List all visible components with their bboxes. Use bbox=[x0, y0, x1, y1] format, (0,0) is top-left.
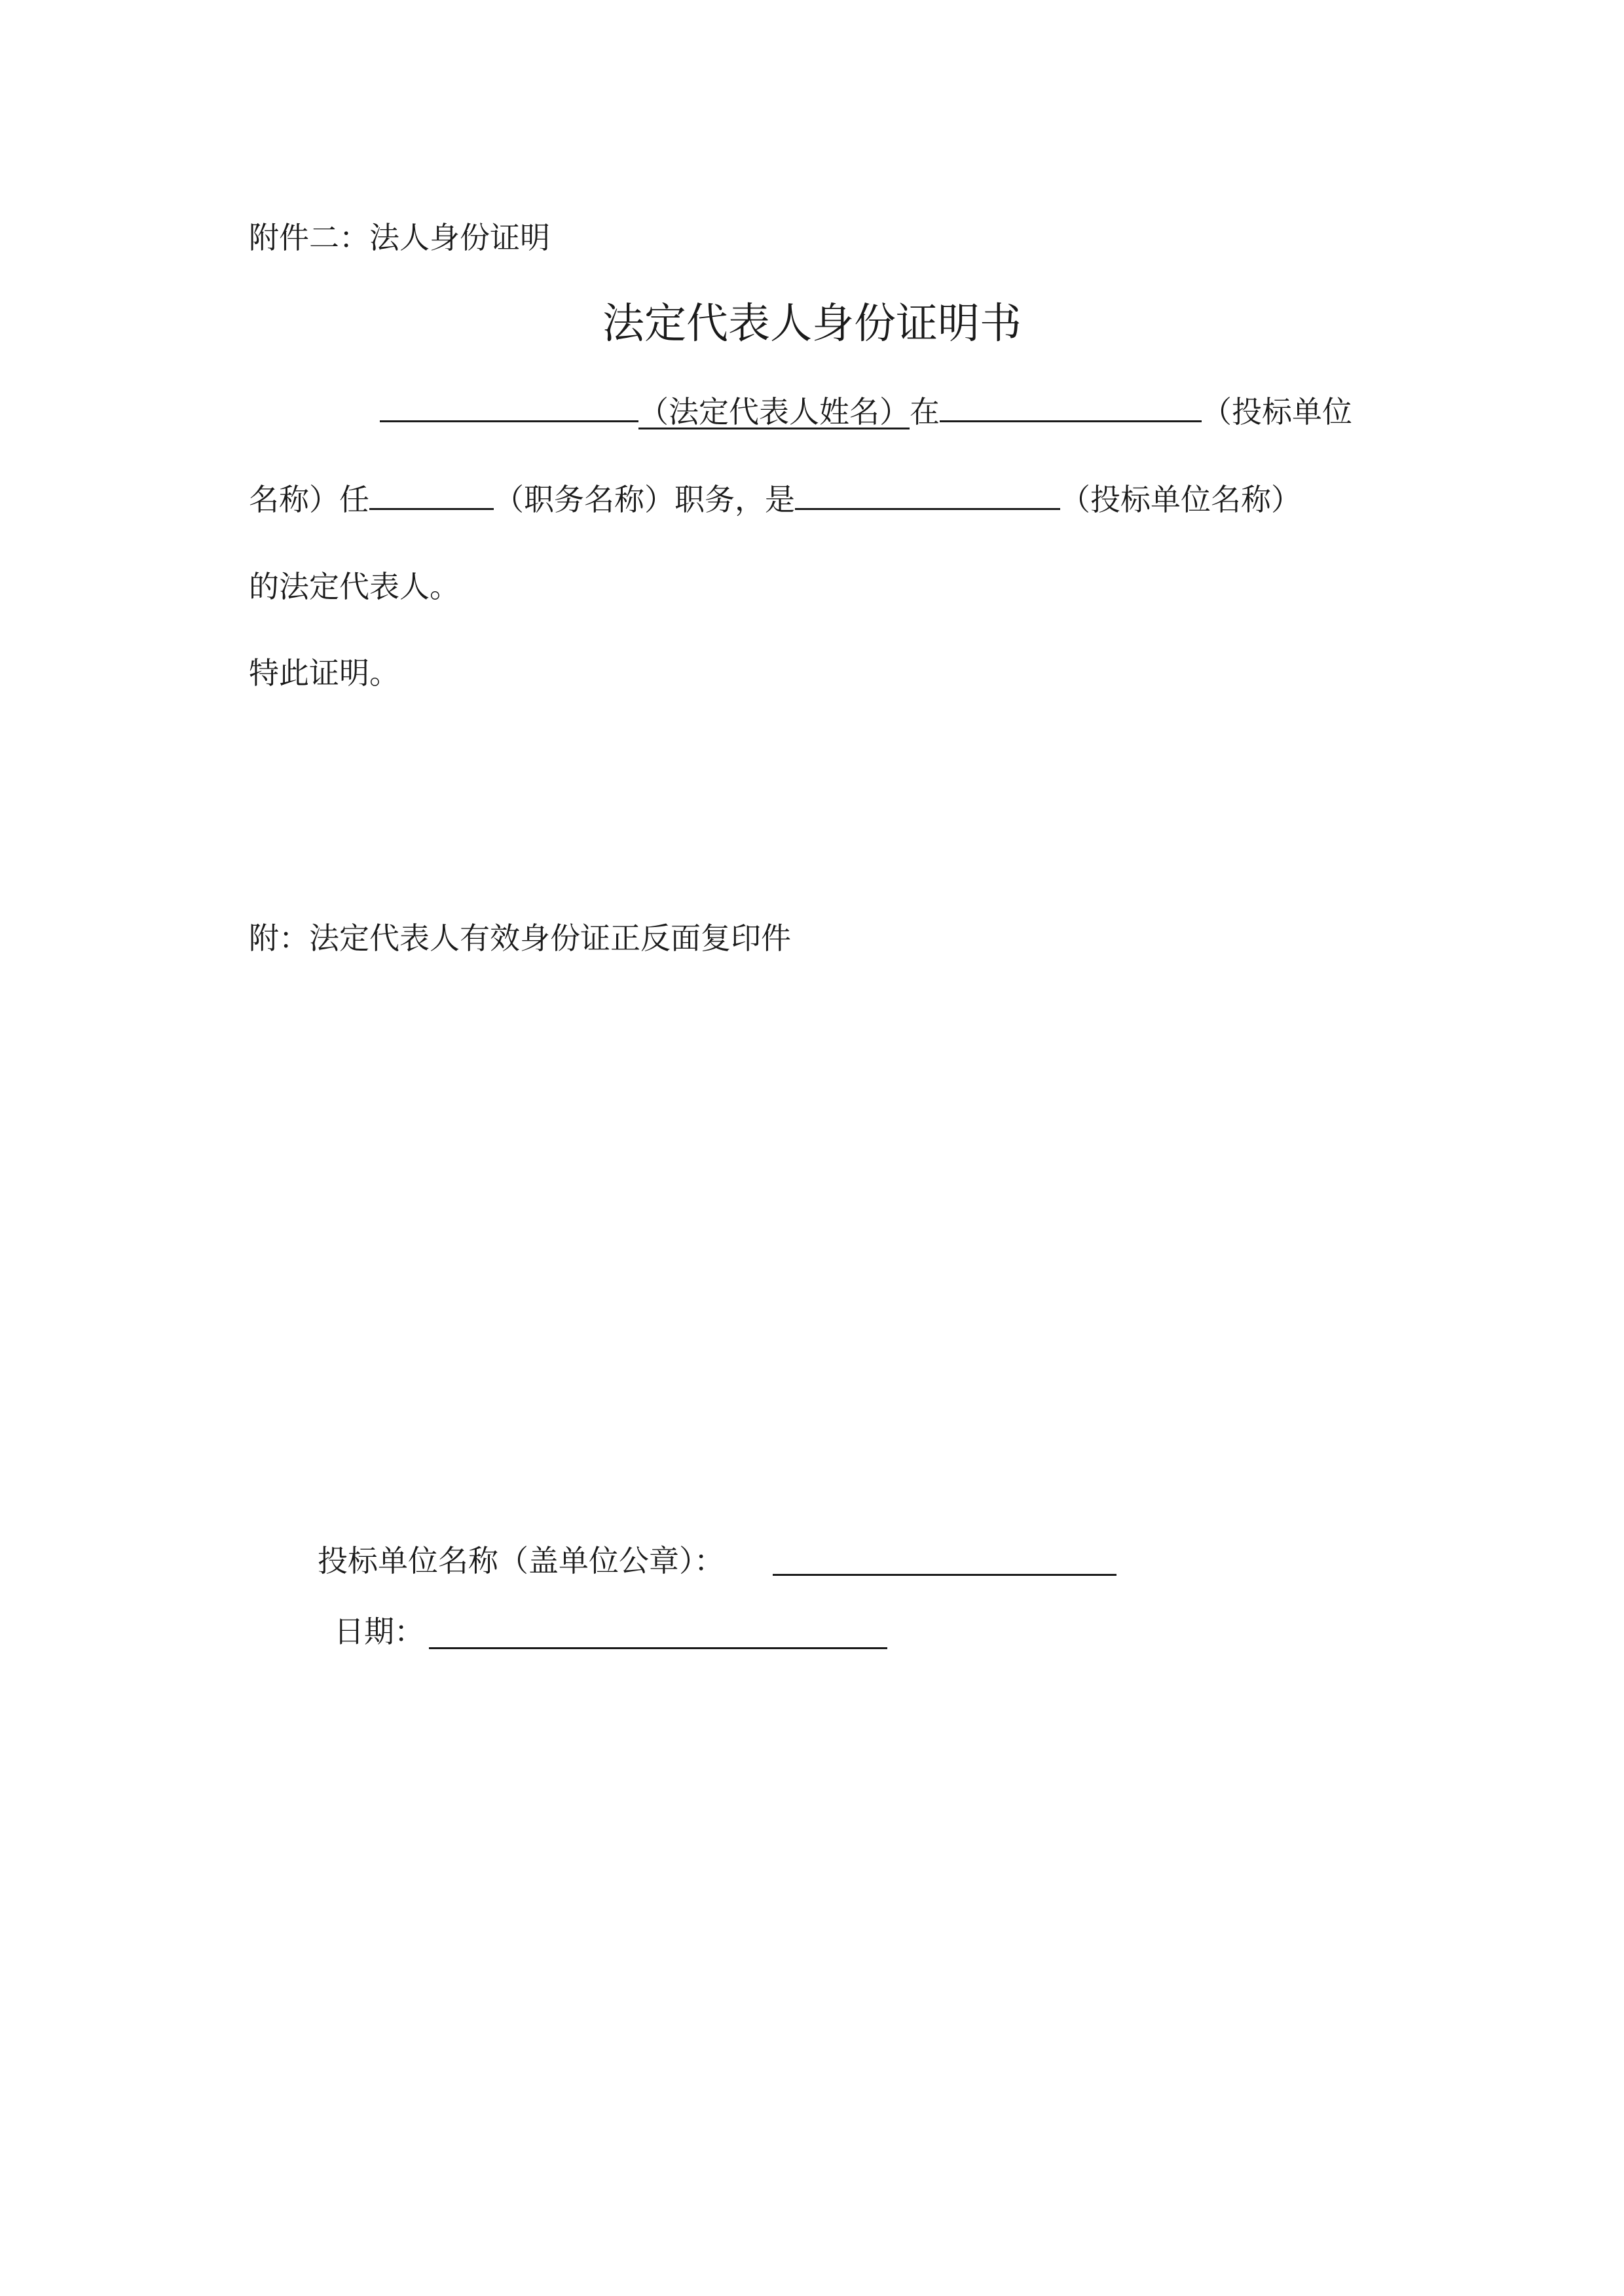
legal-rep-name-blank[interactable] bbox=[380, 392, 638, 422]
unit-name-hint: （投标单位名称） bbox=[1060, 482, 1301, 517]
unit-seal-label: 投标单位名称（盖单位公章）： bbox=[318, 1543, 724, 1578]
at-text: 在 bbox=[910, 394, 940, 429]
attachment-header: 附件二：法人身份证明 bbox=[249, 220, 550, 255]
body-line-1 bbox=[380, 392, 1352, 431]
unit-hint-start: （投标单位 bbox=[1202, 394, 1352, 429]
unit-blank-2[interactable] bbox=[795, 479, 1060, 510]
unit-blank-1[interactable] bbox=[940, 392, 1202, 422]
unit-seal-line[interactable] bbox=[773, 1574, 1116, 1576]
date-line[interactable] bbox=[429, 1647, 887, 1649]
legal-rep-name-hint: （法定代表人姓名） bbox=[638, 394, 910, 429]
unit-hint-end: 名称）任 bbox=[249, 482, 369, 517]
body-line-2 bbox=[249, 479, 1301, 519]
certification-statement: 特此证明。 bbox=[249, 655, 399, 691]
position-hint: （职务名称）职务，是 bbox=[494, 482, 795, 517]
document-title: 法定代表人身份证明书 bbox=[602, 300, 1022, 348]
body-line-3: 的法定代表人。 bbox=[249, 569, 460, 604]
position-blank[interactable] bbox=[369, 479, 494, 510]
attachment-note: 附：法定代表人有效身份证正反面复印件 bbox=[249, 920, 791, 956]
date-label: 日期： bbox=[334, 1614, 424, 1649]
